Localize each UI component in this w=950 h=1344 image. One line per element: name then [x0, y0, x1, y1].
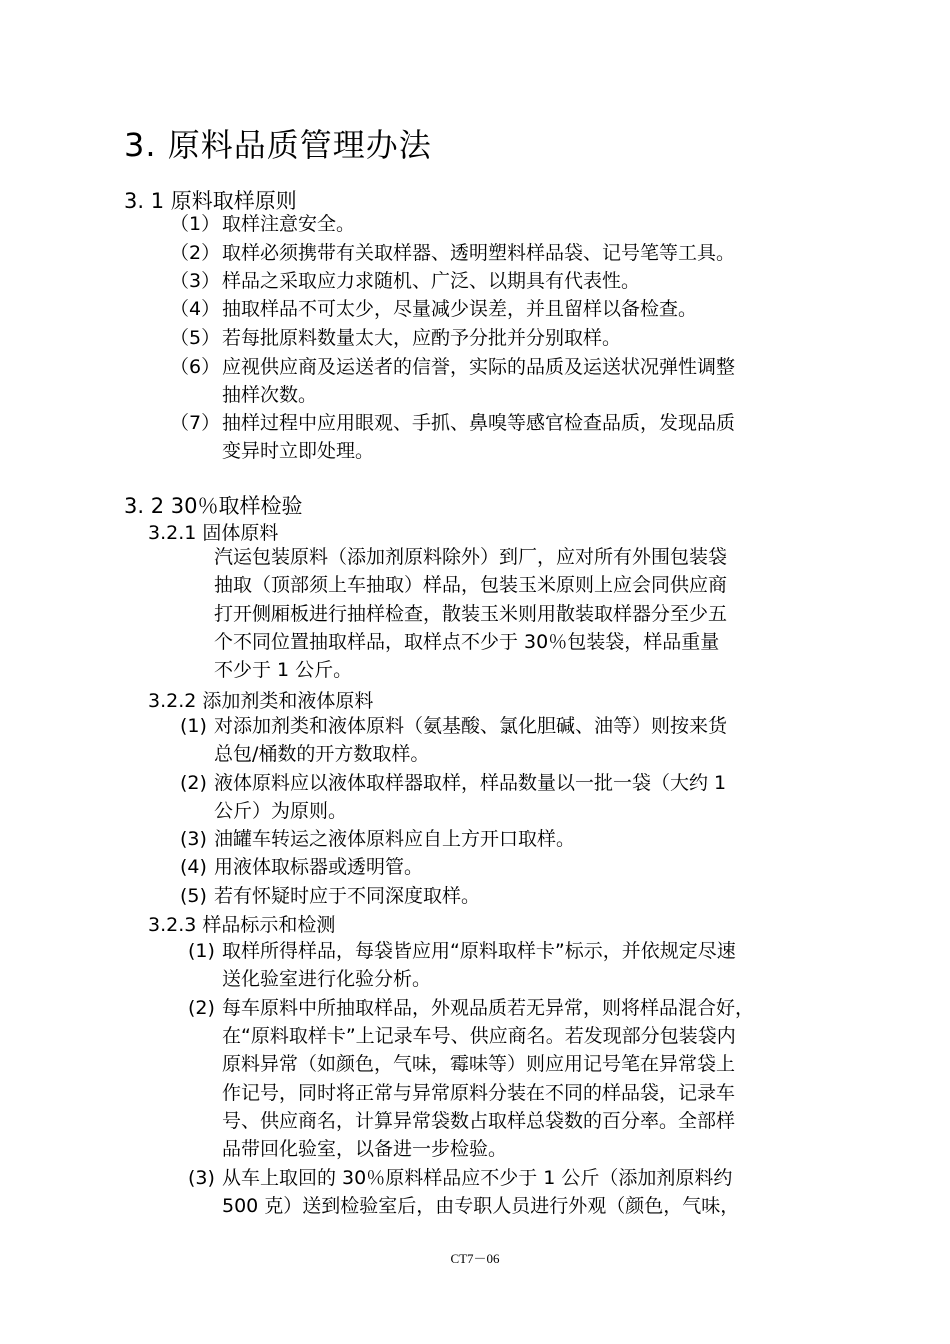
list-item-text: 若有怀疑时应于不同深度取样。 — [214, 885, 481, 907]
list-item-text: 号、供应商名，计算异常袋数占取样总袋数的百分率。全部样 — [222, 1110, 736, 1132]
section-3-2-2-heading: 3.2.2 添加剂类和液体原料 — [148, 690, 374, 712]
list-item-number: （5） — [170, 327, 221, 349]
list-item-text: 样品之采取应力求随机、广泛、以期具有代表性。 — [222, 270, 641, 292]
list-item-text: 抽样次数。 — [222, 384, 318, 406]
list-item-text: 从车上取回的 30％原料样品应不少于 1 公斤（添加剂原料约 — [222, 1167, 733, 1189]
list-item-text: 每车原料中所抽取样品，外观品质若无异常，则将样品混合好， — [222, 997, 755, 1019]
page-title: 3. 原料品质管理办法 — [124, 126, 432, 164]
list-item-text: 原料异常（如颜色，气味，霉味等）则应用记号笔在异常袋上 — [222, 1053, 736, 1075]
list-item-number: （2） — [170, 242, 221, 264]
list-item-text: 应视供应商及运送者的信誉，实际的品质及运送状况弹性调整 — [222, 356, 736, 378]
list-item-text: 取样必须携带有关取样器、透明塑料样品袋、记号笔等工具。 — [222, 242, 736, 264]
list-item-text: 变异时立即处理。 — [222, 440, 375, 462]
list-item-number: （1） — [170, 213, 221, 235]
list-item-text: 抽取样品不可太少，尽量减少误差，并且留样以备检查。 — [222, 298, 698, 320]
list-item-number: (1) — [180, 715, 207, 737]
list-item-number: (2) — [188, 997, 215, 1019]
list-item-number: （3） — [170, 270, 221, 292]
list-item-text: 用液体取标器或透明管。 — [214, 856, 424, 878]
section-3-2-3-heading: 3.2.3 样品标示和检测 — [148, 914, 336, 936]
page-footer: CT7－06 — [450, 1251, 500, 1266]
list-item-text: 作记号，同时将正常与异常原料分装在不同的样品袋，记录车 — [222, 1082, 736, 1104]
list-item-number: (5) — [180, 885, 207, 907]
list-item-number: (3) — [180, 828, 207, 850]
paragraph-line: 抽取（顶部须上车抽取）样品，包装玉米原则上应会同供应商 — [214, 574, 728, 596]
list-item-number: （7） — [170, 412, 221, 434]
paragraph-line: 打开侧厢板进行抽样检查，散装玉米则用散装取样器分至少五 — [214, 603, 728, 625]
list-item-number: (2) — [180, 772, 207, 794]
paragraph-line: 个不同位置抽取样品，取样点不少于 30％包装袋，样品重量 — [214, 631, 720, 653]
list-item-text: 对添加剂类和液体原料（氨基酸、氯化胆碱、油等）则按来货 — [214, 715, 728, 737]
list-item-text: 品带回化验室，以备进一步检验。 — [222, 1138, 508, 1160]
list-item-text: 若每批原料数量太大，应酌予分批并分别取样。 — [222, 327, 622, 349]
list-item-text: 500 克）送到检验室后，由专职人员进行外观（颜色，气味， — [222, 1195, 740, 1217]
list-item-number: (3) — [188, 1167, 215, 1189]
list-item-number: （4） — [170, 298, 221, 320]
list-item-text: 在“原料取样卡”上记录车号、供应商名。若发现部分包装袋内 — [222, 1025, 736, 1047]
list-item-text: 液体原料应以液体取样器取样，样品数量以一批一袋（大约 1 — [214, 772, 727, 794]
section-3-2-1-heading: 3.2.1 固体原料 — [148, 522, 279, 544]
list-item-text: 公斤）为原则。 — [214, 800, 348, 822]
list-item-text: 总包/桶数的开方数取样。 — [214, 743, 430, 765]
list-item-text: 取样注意安全。 — [222, 213, 356, 235]
section-3-1-heading: 3. 1 原料取样原则 — [124, 189, 297, 213]
list-item-number: （6） — [170, 356, 221, 378]
paragraph-line: 不少于 1 公斤。 — [214, 659, 353, 681]
list-item-number: (1) — [188, 940, 215, 962]
section-3-2-heading: 3. 2 30％取样检验 — [124, 494, 303, 518]
list-item-text: 取样所得样品，每袋皆应用“原料取样卡”标示，并依规定尽速 — [222, 940, 736, 962]
list-item-text: 油罐车转运之液体原料应自上方开口取样。 — [214, 828, 576, 850]
list-item-text: 抽样过程中应用眼观、手抓、鼻嗅等感官检查品质，发现品质 — [222, 412, 736, 434]
list-item-number: (4) — [180, 856, 207, 878]
paragraph-line: 汽运包装原料（添加剂原料除外）到厂，应对所有外围包装袋 — [214, 546, 728, 568]
list-item-text: 送化验室进行化验分析。 — [222, 968, 432, 990]
